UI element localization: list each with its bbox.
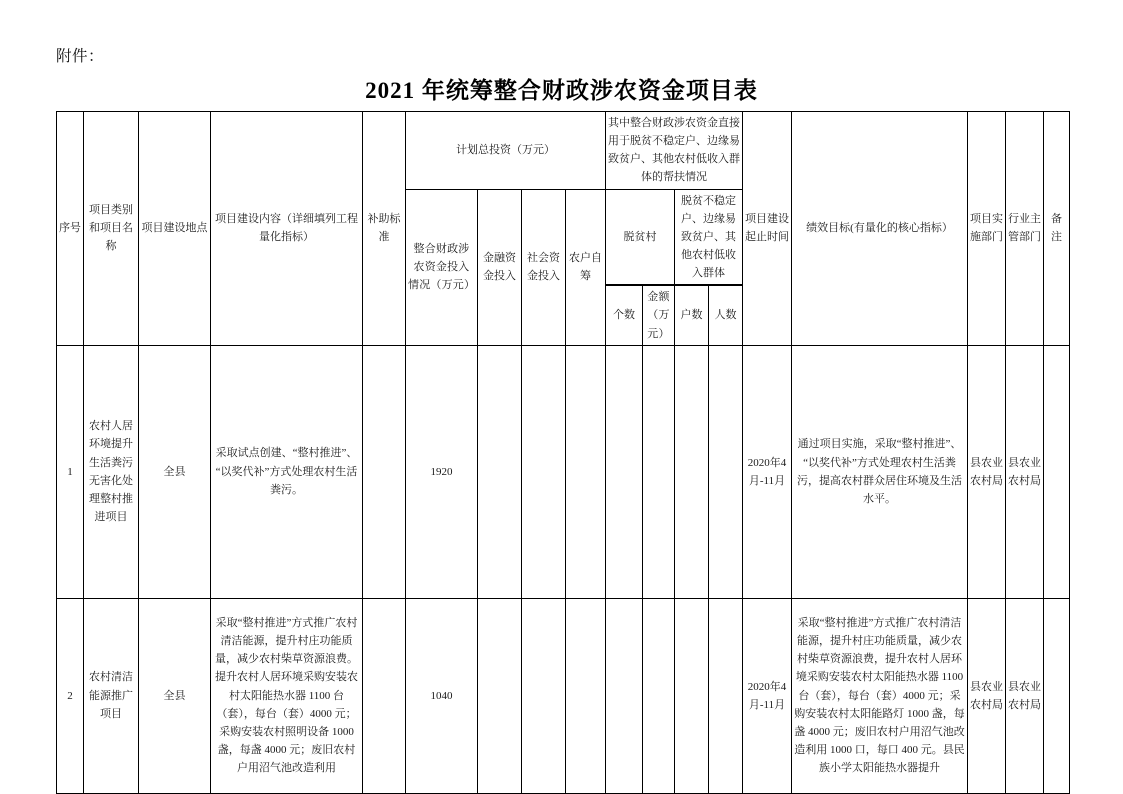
- cell-household-count: [675, 598, 709, 793]
- cell-performance-goal: 通过项目实施，采取“整村推进”、“以奖代补”方式处理农村生活粪污，提高农村群众居住环境及生活水平。: [792, 345, 968, 598]
- header-financial-capital-input: 金融资金投入: [478, 189, 522, 345]
- cell-location: 全县: [139, 598, 211, 793]
- cell-implementing-department: 县农业农村局: [968, 345, 1006, 598]
- cell-farmer-self-raised: [566, 345, 606, 598]
- header-household-count: 户数: [675, 286, 709, 345]
- table-row: [57, 598, 1070, 793]
- header-unstable-households: 脱贫不稳定户、边缘易致贫户、其他农村低收入群体: [675, 189, 743, 285]
- header-performance-goal: 绩效目标(有量化的核心指标）: [792, 112, 968, 346]
- cell-count: [606, 345, 643, 598]
- header-social-capital-input: 社会资金投入: [522, 189, 566, 345]
- header-direct-use-group: 其中整合财政涉农资金直接用于脱贫不稳定户、边缘易致贫户、其他农村低收入群体的帮扶情况: [606, 112, 743, 190]
- cell-content: 采取试点创建、“整村推进”、“以奖代补”方式处理农村生活粪污。: [211, 345, 363, 598]
- cell-remarks: [1044, 345, 1070, 598]
- cell-integrated-fund-input: 1920: [406, 345, 478, 598]
- page-title: 2021 年统筹整合财政涉农资金项目表: [365, 78, 758, 103]
- header-farmer-self-raised: 农户自筹: [566, 189, 606, 345]
- cell-count: [606, 598, 643, 793]
- cell-person-count: [709, 598, 743, 793]
- cell-social-capital-input: [522, 345, 566, 598]
- cell-subsidy-standard: [363, 345, 406, 598]
- header-implementing-department: 项目实施部门: [968, 112, 1006, 346]
- cell-subsidy-standard: [363, 598, 406, 793]
- header-remarks: 备注: [1044, 112, 1070, 346]
- cell-construction-period: 2020年4月-11月: [743, 345, 792, 598]
- header-poverty-alleviated-village: 脱贫村: [606, 189, 675, 285]
- cell-remarks: [1044, 598, 1070, 793]
- cell-farmer-self-raised: [566, 598, 606, 793]
- cell-seq: 2: [57, 598, 84, 793]
- cell-financial-capital-input: [478, 345, 522, 598]
- cell-social-capital-input: [522, 598, 566, 793]
- cell-implementing-department: 县农业农村局: [968, 598, 1006, 793]
- header-row-1: [57, 112, 1070, 190]
- project-table: [56, 111, 1070, 794]
- cell-seq: 1: [57, 345, 84, 598]
- cell-supervising-department: 县农业农村局: [1006, 598, 1044, 793]
- header-person-count: 人数: [709, 286, 743, 345]
- cell-content: 采取“整村推进”方式推广农村清洁能源，提升村庄功能质量，减少农村柴草资源浪费。提升农村人居环境采购安装农村太阳能热水器 1100 台（套），每台（套）4000 元；采购安装农村照明设备 1000 盏，每盏 4000 元；废旧农村户用沼气池改造利用: [211, 598, 363, 793]
- cell-supervising-department: 县农业农村局: [1006, 345, 1044, 598]
- header-amount: 金额（万元）: [643, 286, 675, 345]
- header-integrated-fund-input: 整合财政涉农资金投入情况（万元）: [406, 189, 478, 345]
- header-supervising-department: 行业主管部门: [1006, 112, 1044, 346]
- cell-financial-capital-input: [478, 598, 522, 793]
- cell-category-and-name: 农村人居环境提升生活粪污无害化处理整村推进项目: [84, 345, 139, 598]
- header-planned-total-investment: 计划总投资（万元）: [406, 112, 606, 190]
- table-row: [57, 345, 1070, 598]
- cell-integrated-fund-input: 1040: [406, 598, 478, 793]
- cell-construction-period: 2020年4月-11月: [743, 598, 792, 793]
- header-content: 项目建设内容（详细填列工程量化指标）: [211, 112, 363, 346]
- cell-category-and-name: 农村清洁能源推广项目: [84, 598, 139, 793]
- project-table-wrap: [56, 111, 1069, 794]
- cell-household-count: [675, 345, 709, 598]
- cell-performance-goal: 采取“整村推进”方式推广农村清洁能源，提升村庄功能质量，减少农村柴草资源浪费，提升农村人居环境采购安装农村太阳能热水器 1100 台（套），每台（套）4000 元；采购安装农村太阳能路灯 1000 盏，每盏 4000 元；废旧农村户用沼气池改造利用 1000 口，每口 400 元。县民族小学太阳能热水器提升: [792, 598, 968, 793]
- header-subsidy-standard: 补助标准: [363, 112, 406, 346]
- header-seq: 序号: [57, 112, 84, 346]
- cell-person-count: [709, 345, 743, 598]
- cell-location: 全县: [139, 345, 211, 598]
- header-location: 项目建设地点: [139, 112, 211, 346]
- header-category-and-name: 项目类别和项目名称: [84, 112, 139, 346]
- attachment-label: 附件：: [56, 48, 105, 65]
- header-count: 个数: [606, 286, 643, 345]
- cell-amount: [643, 345, 675, 598]
- cell-amount: [643, 598, 675, 793]
- header-construction-period: 项目建设起止时间: [743, 112, 792, 346]
